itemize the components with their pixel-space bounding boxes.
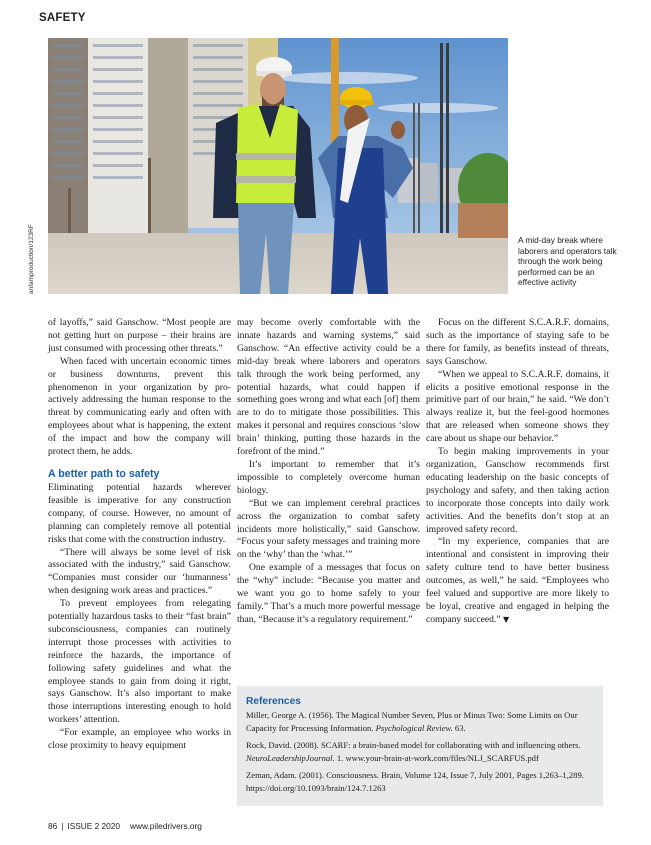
paragraph: Focus on the different S.C.A.R.F. domains, such as the importance of staying safe to be there for family, as benefits instead of threats, says Ganschow. <box>426 317 609 367</box>
paragraph: may become overly comfortable with the innate hazards and warning systems,” said Ganschow. “An effective activity could be a mid-day break where laborers and operators talk through the work being performed, any potential hazards, what could happen if something goes wrong and what each [of] them are to do to mitigate those possibilities. This makes it personal and requires conscious ‘slow brain’ thinking, putting those hazards in the forefront of the mind.” <box>237 317 420 458</box>
paragraph: “But we can implement cerebral practices across the organization to combat safety incidents more holistically,” said Ganschow. “Focus your safety messages and training more on the ‘why’ than the ‘what.’” <box>237 497 420 561</box>
footer-website-link[interactable]: www.piledrivers.org <box>129 821 202 831</box>
paragraph: When faced with uncertain economic times or business downturns, prevent this phenomenon in your organization by proactively addressing the human response to the threat by communicating early and often with employees about what is happening, the extent of the impact and how the company will protect them, he adds. <box>48 355 231 458</box>
subheading: A better path to safety <box>48 467 160 480</box>
issue-label: ISSUE 2 2020 <box>67 821 120 831</box>
article-column-3 <box>426 317 609 627</box>
references-title: References <box>246 696 301 707</box>
end-of-article-triangle-icon: ▼ <box>503 614 510 624</box>
reference-item: Miller, George A. (1956). The Magical Number Seven, Plus or Minus Two: Some Limits on Our Capacity for Processing Information. Psychological Review. 63. <box>246 710 578 733</box>
paragraph-text: “In my experience, companies that are intentional and consistent in improving their safety culture tend to have better business outcomes, as well,” he said. “Employees who feel valued and supportive are more likely to be loyal, creative and engaged in helping the company succeed.” <box>426 536 609 625</box>
article-column-2 <box>237 317 420 627</box>
reference-item: Zeman, Adam. (2001). Consciousness. Brain, Volume 124, Issue 7, July 2001, Pages 1,263–1,289. https://doi.org/10.1093/brain/124.7.1263 <box>246 770 584 793</box>
paragraph: To prevent employees from relegating potentially hazardous tasks to their “fast brain” subconsciousness, companies can routinely interrupt those processes with activities to reinforce the hazards, the importance of following safety guidelines and what the employee stands to gain from doing it right, says Ganschow. It’s also important to make those interruptions interesting enough to hold workers’ attention. <box>48 598 231 726</box>
paragraph: of layoffs,” said Ganschow. “Most people are not getting hurt on purpose – their brains are just consumed with processing other threats.” <box>48 317 231 354</box>
paragraph: To begin making improvements in your organization, Ganschow recommends first educating leadership on the basic concepts of psychology and safety, and then taking action to incorporate those concepts into daily work activities. And the benefits don’t stop at an improved safety record. <box>426 446 609 535</box>
photo-caption: A mid-day break where laborers and operators talk through the work being performed can be an effective activity <box>518 235 617 288</box>
construction-photo <box>48 38 508 294</box>
references-box <box>237 686 603 806</box>
paragraph: One example of a messages that focus on the “why” include: “Because you matter and we want you go to home safely to your family.” That’s a much more powerful message than, “Because it’s a regulatory requirement.” <box>237 562 420 625</box>
paragraph: Eliminating potential hazards wherever feasible is imperative for any construction company, of course. However, no amount of planning can completely remove all potential risks that come with the construction industry. <box>48 481 231 545</box>
page-number: 86 <box>48 821 58 831</box>
footer-separator: | <box>61 821 64 831</box>
section-label: SAFETY <box>39 12 86 24</box>
paragraph: It’s important to remember that it’s impossible to completely overcome human biology. <box>237 458 420 496</box>
paragraph: “For example, an employee who works in close proximity to heavy equipment <box>48 727 231 752</box>
reference-link: 1. www.your-brain-at-work.com/files/NLJ_SCARFUS.pdf <box>334 752 539 763</box>
article-column-1 <box>48 317 231 753</box>
paragraph: “There will always be some level of risk associated with the industry,” said Ganschow. “Companies must consider our ‘humanness’ when designing work areas and practices.” <box>48 546 231 597</box>
reference-item: Rock, David. (2008). SCARF: a brain-based model for collaborating with and influencing others. NeuroLeadershipJournal. 1. www.your-brain-at-work.com/files/NLJ_SCARFUS.pdf <box>246 740 581 763</box>
photo-credit: anfamproduction/123RF <box>28 224 35 294</box>
paragraph: “When we appeal to S.C.A.R.F. domains, it elicits a positive emotional response in the primitive part of our brain,” he said. “We don’t always realize it, but the feel-good hormones that are released when someone shows they care about us shape our behavior.” <box>426 368 609 445</box>
page-footer <box>48 821 202 831</box>
construction-workers-image <box>48 38 508 294</box>
paragraph <box>426 536 609 626</box>
